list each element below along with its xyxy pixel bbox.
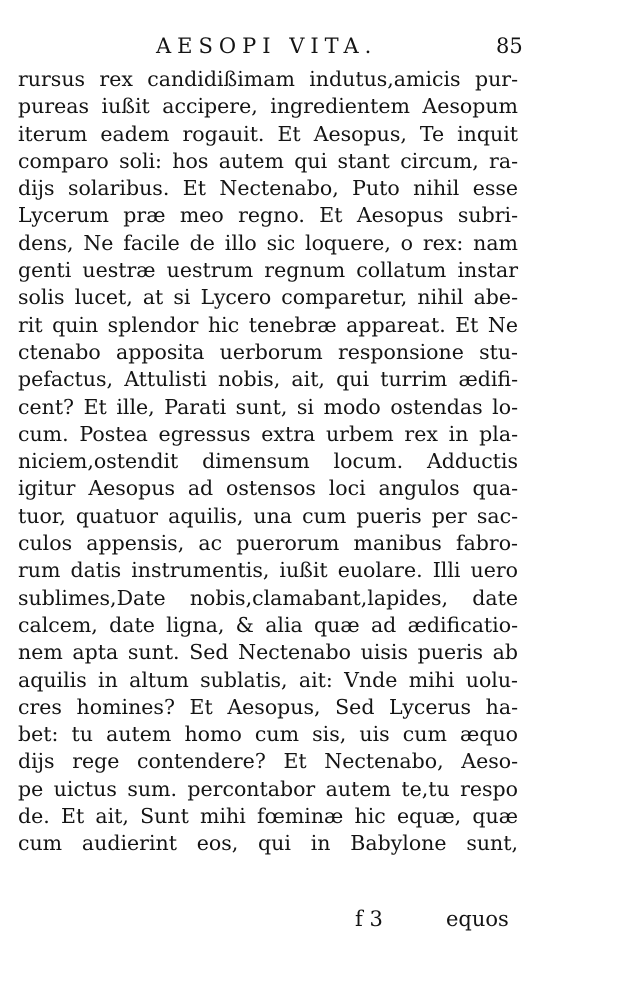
text-line: pefactus, Attulisti nobis, ait, qui turrim ædifi- <box>18 367 518 392</box>
text-line: rursus rex candidißimam indutus,amicis pur- <box>18 67 518 91</box>
text-line: Lycerum præ meo regno. Et Aesopus subri- <box>18 203 518 228</box>
text-line: cres homines? Et Aesopus, Sed Lycerus ha- <box>18 694 518 719</box>
text-line: cent? Et ille, Parati sunt, si modo ostendas lo- <box>18 394 518 419</box>
text-line: igitur Aesopus ad ostensos loci angulos qua- <box>18 476 518 501</box>
running-title: AESOPI VITA. <box>156 34 378 58</box>
text-line: dijs rege contendere? Et Nectenabo, Aeso- <box>18 749 518 774</box>
text-line: cum. Postea egressus extra urbem rex in pla- <box>18 421 518 446</box>
signature-mark: f 3 <box>355 907 383 931</box>
text-line: ctenabo apposita uerborum responsione stu- <box>18 339 518 364</box>
text-line: iterum eadem rogauit. Et Aesopus, Te inquit <box>18 121 518 146</box>
page-footer <box>0 907 635 937</box>
text-line: culos appensis, ac puerorum manibus fabro- <box>18 531 518 556</box>
text-line: aquilis in altum sublatis, ait: Vnde mihi uolu- <box>18 667 518 692</box>
text-line: pe uictus sum. percontabor autem te,tu respo <box>18 776 518 801</box>
text-line: bet: tu autem homo cum sis, uis cum æquo <box>18 722 518 747</box>
text-line: genti uestræ uestrum regnum collatum instar <box>18 258 518 283</box>
text-line: dens, Ne facile de illo sic loquere, o rex: nam <box>18 230 518 255</box>
text-line: rit quin splendor hic tenebræ appareat. Et Ne <box>18 312 518 337</box>
text-line: de. Et ait, Sunt mihi fœminæ hic equæ, quæ <box>18 804 518 829</box>
text-line: rum datis instrumentis, iußit euolare. Illi uero <box>18 558 518 583</box>
text-line: comparo soli: hos autem qui stant circum, ra- <box>18 148 518 173</box>
text-line: cum audierint eos, qui in Babylone sunt, <box>18 831 518 856</box>
body-text <box>18 66 518 858</box>
text-line: calcem, date ligna, & alia quæ ad ædificatio- <box>18 612 518 637</box>
running-head <box>0 34 635 64</box>
text-line: tuor, quatuor aquilis, una cum pueris per sac- <box>18 503 518 528</box>
text-line: niciem,ostendit dimensum locum. Adductis <box>18 449 518 474</box>
text-line: sublimes,Date nobis,clamabant,lapides, date <box>18 585 518 610</box>
text-line: dijs solaribus. Et Nectenabo, Puto nihil esse <box>18 176 518 201</box>
page-number: 85 <box>496 34 523 58</box>
catchword: equos <box>446 907 509 931</box>
text-line: pureas iußit accipere, ingredientem Aesopum <box>18 94 518 119</box>
text-line: nem apta sunt. Sed Nectenabo uisis pueris ab <box>18 640 518 665</box>
text-line: solis lucet, at si Lycero comparetur, nihil abe- <box>18 285 518 310</box>
